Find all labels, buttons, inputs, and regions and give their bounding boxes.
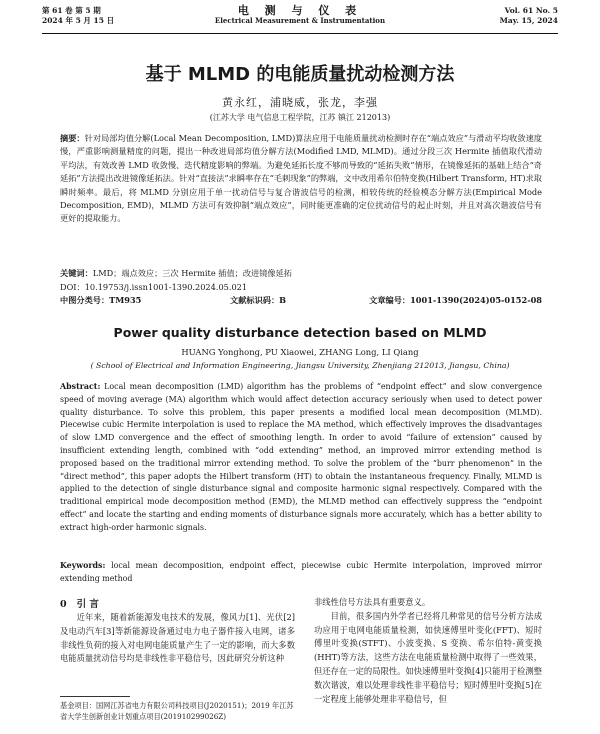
doi: DOI：10.19753/j.issn1001-1390.2024.05.021 [60,282,248,292]
page-title-cn: 基于 MLMD 的电能质量扰动检测方法 [145,64,455,85]
keywords-cn-text: LMD；端点效应；三次 Hermite 插值；改进镜像延拓 [92,268,292,278]
article-number: 文章编号：1001-1390(2024)05-0152-08 [369,295,542,305]
footnote-rule [60,696,130,697]
header-center [42,6,558,26]
header-rule [42,33,558,34]
abstract-cn-label: 摘要： [60,133,85,143]
intro-right-p1: 非线性信号方法具有重要意义。 [314,597,431,607]
issue-date-en: May. 15, 2024 [499,16,558,25]
volume-issue-en: Vol. 61 No. 5 [504,6,558,15]
classification-row [60,294,542,306]
document-code: 文献标识码：B [230,295,287,305]
keywords-en-label: Keywords: [60,561,106,570]
section-heading [60,596,99,610]
keywords-en [60,560,542,586]
page-title-en: Power quality disturbance detection based on MLMD [113,325,487,340]
volume-issue: 第 61 卷 第 5 期 [42,6,101,15]
abstract-cn [60,132,542,226]
abstract-en [60,381,542,535]
abstract-cn-text: 针对局部均值分解(Local Mean Decomposition, LMD)算法应用于电能质量扰动检测时存在“端点效应”与滑动平均收敛速度慢，严重影响测量精度的问题，提出一种改进局部均值分解方法(Modified LMD, MLMD)。通过分段三次 Hermite 插值取代滑动平均法，有效改善 LMD 收敛慢、迭代精度影响的弊端。为避免延拓长度不够而导致的“延拓失败”情形，在镜像延拓的基础上结合“奇延拓”方法提出改进镜像延拓法。针对“直接法”求瞬率存在“毛刺现象”的弊端，文中改用希尔伯特变换(Hilbert Transform, HT)求取瞬时频率。最后，将 MLMD 分别应用于单一扰动信号与复合谐波信号的检测，相较传统的经验模态分解方法(Empirical Mode Decomposition, EMD)，MLMD 方法可有效抑制“端点效应”，同时能更准确的定位扰动信号的起止时刻，并且对高次谐波信号有更好的提取能力。 [60,133,542,224]
keywords-cn [60,267,542,280]
affiliation-cn: (江苏大学 电气信息工程学院，江苏 镇江 212013) [209,113,391,122]
journal-header [42,6,558,34]
section-number: 0 [60,599,67,610]
intro-right-p2: 目前，很多国内外学者已经将几种常见的信号分析方法成功应用于电网电能质量检测，如快速傅里叶变化(FFT)、短时傅里叶变换(STFT)、小波变换、S 变换、希尔伯特-黄变换(HHT)等方法，这些方法在电能质量检测中取得了一些效果，但还存在一定的局限性。如快速傅里叶变换[4]只能用于检测整数次谐波，难以处理非线性非平稳信号；短时傅里叶变换[5]在一定程度上能够处理非平稳信号，但 [314,610,542,704]
journal-name-cn: 电 测 与 仪 表 [237,4,363,17]
keywords-cn-label: 关键词： [60,268,93,278]
issue-date-cn: 2024 年 5 月 15 日 [42,16,115,25]
funding-footnote: 基金项目：国网江苏省电力有限公司科技项目(J2020151)；2019 年江苏省大学生创新创业计划重点项目(201910299026Z) [60,701,294,721]
keywords-en-text: local mean decomposition, endpoint effect, piecewise cubic Hermite interpolation, improved mirror extending method [60,561,542,583]
section-title: 引 言 [76,599,99,610]
header-right [500,6,558,26]
authors-en: HUANG Yonghong, PU Xiaowei, ZHANG Long, LI Qiang [181,347,419,357]
abstract-en-text: Local mean decomposition (LMD) algorithm has the problems of “endpoint effect” and slow convergence speed of moving average (MA) algorithm which would affect detection accuracy seriously when used to detect power quality disturbance. To solve this problem, this paper presents a modified local mean decomposition (MLMD). Piecewise cubic Hermite interpolation is used to replace the MA method, which effectively improves the disadvantages of slow LMD convergence and the effect of smoothing length. In order to avoid “failure of extension” caused by insufficient extending length, combined with “odd extending” method, an improved mirror extending method is proposed based on the traditional mirror extending method. To solve the problem of the “burr phenomenon” in the “direct method”, this paper adopts the Hilbert transform (HT) to obtain the instantaneous frequency. Finally, MLMD is applied to the detection of single disturbance signal and composite harmonic signal respectively. Compared with the traditional empirical mode decomposition method (EMD), the MLMD method can effectively suppress the “endpoint effect” and locate the starting and ending moments of disturbance signals more accurately, which has a better ability to extract high-order harmonic signals. [60,382,542,532]
affiliation-en: ( School of Electrical and Information Engineering, Jiangsu University, Zhenjiang 212013, Jiangsu, China) [90,361,510,370]
clc-number: 中图分类号：TM935 [60,295,142,305]
intro-left-column: 近年来，随着新能源发电技术的发展，像风力[1]、光伏[2]及电动汽车[3]等新能源设备通过电力电子器件接入电网，诸多非线性负荷的接入对电网电能质量产生了一定的影响，而大多数电能质量扰动信号均是非线性非平稳信号，因此研究分析这种 [60,612,295,664]
authors-cn: 黄永红，浦晓威，张龙，李强 [222,96,378,109]
intro-right-column [314,596,542,706]
abstract-en-label: Abstract: [60,382,101,391]
journal-name-en: Electrical Measurement & Instrumentation [214,16,386,25]
